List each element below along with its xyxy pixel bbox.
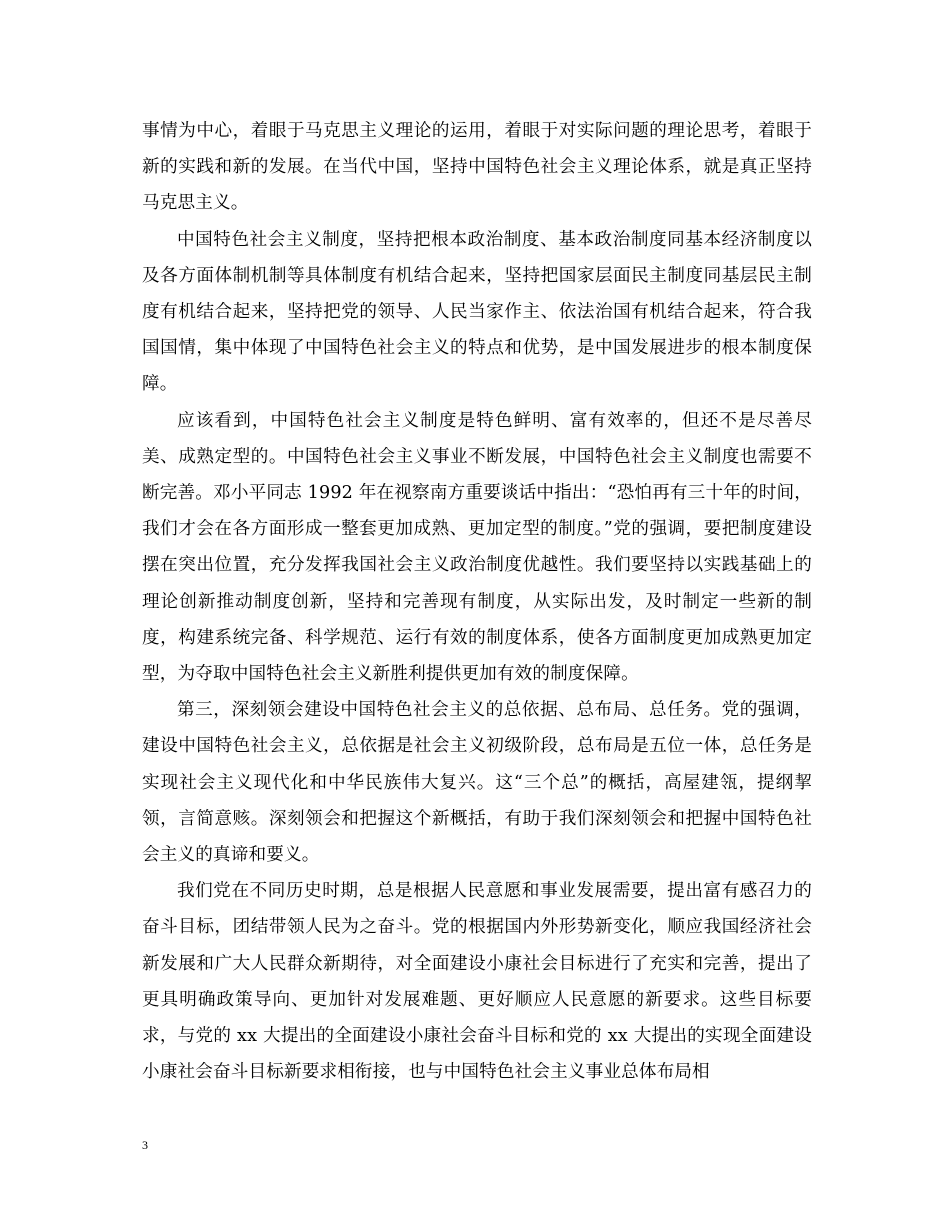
document-body [142,113,812,1090]
paragraph-1: 事情为中心，着眼于马克思主义理论的运用，着眼于对实际问题的理论思考，着眼于新的实践和新的发展。在当代中国，坚持中国特色社会主义理论体系，就是真正坚持马克思主义。 [142,121,812,214]
paragraph-3: 应该看到，中国特色社会主义制度是特色鲜明、富有效率的，但还不是尽善尽美、成熟定型的。中国特色社会主义事业不断发展，中国特色社会主义制度也需要不断完善。邓小平同志 1992 年在视察南方重要谈话中指出：“恐怕再有三十年的时间，我们才会在各方面形成一整套更加成熟、更加定型的制度。”党的强调，要把制度建设摆在突出位置，充分发挥我国社会主义政治制度优越性。我们要坚持以实践基础上的理论创新推动制度创新，坚持和完善现有制度，从实际出发，及时制定一些新的制度，构建系统完备、科学规范、运行有效的制度体系，使各方面制度更加成熟更加定型，为夺取中国特色社会主义新胜利提供更加有效的制度保障。 [142,410,812,685]
paragraph-2: 中国特色社会主义制度，坚持把根本政治制度、基本政治制度同基本经济制度以及各方面体制机制等具体制度有机结合起来，坚持把国家层面民主制度同基层民主制度有机结合起来，坚持把党的领导、人民当家作主、依法治国有机结合起来，符合我国国情，集中体现了中国特色社会主义的特点和优势，是中国发展进步的根本制度保障。 [142,229,812,395]
paragraph-4: 第三，深刻领会建设中国特色社会主义的总依据、总布局、总任务。党的强调，建设中国特色社会主义，总依据是社会主义初级阶段，总布局是五位一体，总任务是实现社会主义现代化和中华民族伟大复兴。这“三个总”的概括，高屋建瓴，提纲挈领，言简意赅。深刻领会和把握这个新概括，有助于我们深刻领会和把握中国特色社会主义的真谛和要义。 [142,700,812,866]
paragraph-5: 我们党在不同历史时期，总是根据人民意愿和事业发展需要，提出富有感召力的奋斗目标，团结带领人民为之奋斗。党的根据国内外形势新变化，顺应我国经济社会新发展和广大人民群众新期待，对全面建设小康社会目标进行了充实和完善，提出了更具明确政策导向、更加针对发展难题、更好顺应人民意愿的新要求。这些目标要求，与党的 xx 大提出的全面建设小康社会奋斗目标和党的 xx 大提出的实现全面建设小康社会奋斗目标新要求相衔接，也与中国特色社会主义事业总体布局相 [142,881,812,1083]
page-number: 3 [142,1138,148,1152]
